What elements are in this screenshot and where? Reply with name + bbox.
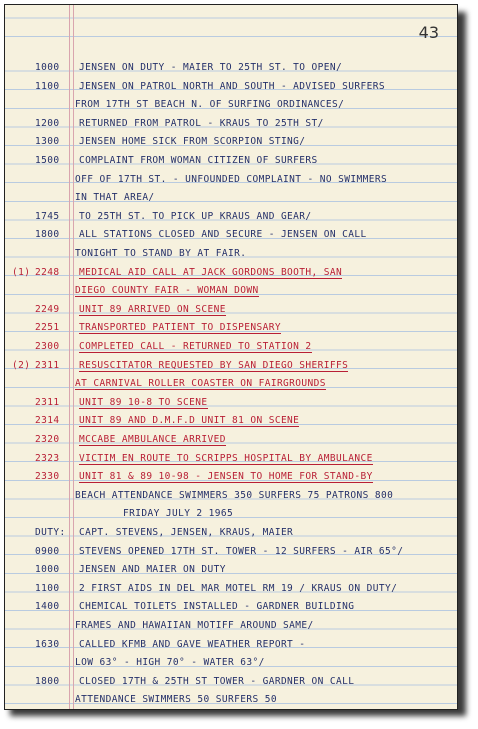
entry-text: JENSEN HOME SICK FROM SCORPION STING/ xyxy=(79,136,306,148)
entry-time: 2249 xyxy=(35,303,60,315)
entry-text: VICTIM EN ROUTE TO SCRIPPS HOSPITAL BY AMBULANCE xyxy=(79,452,373,464)
entry-text: JENSEN AND MAIER ON DUTY xyxy=(79,564,226,576)
entry-text: UNIT 89 ARRIVED ON SCENE xyxy=(79,303,226,315)
entry-text: TRANSPORTED PATIENT TO DISPENSARY xyxy=(79,322,281,334)
log-entry xyxy=(5,377,457,393)
entry-text: MEDICAL AID CALL AT JACK GORDONS BOOTH, SAN xyxy=(79,266,343,278)
entry-time: 1000 xyxy=(35,62,60,73)
log-entry xyxy=(5,489,457,505)
entry-text: FRIDAY JULY 2 1965 xyxy=(123,508,234,520)
entry-text: UNIT 89 10-8 TO SCENE xyxy=(79,396,208,408)
entry-text: LOW 63° - HIGH 70° - WATER 63°/ xyxy=(75,657,265,669)
entry-text: JENSEN ON DUTY - MAIER TO 25TH ST. TO OPEN/ xyxy=(79,62,343,73)
entry-time: 1200 xyxy=(35,117,60,129)
log-entry xyxy=(5,154,457,170)
log-entry xyxy=(5,321,457,337)
entry-time: 2314 xyxy=(35,415,60,427)
log-entry xyxy=(5,135,457,151)
log-entry xyxy=(5,693,457,709)
log-entry xyxy=(5,61,457,77)
page-number: 43 xyxy=(418,23,439,42)
entry-text: JENSEN ON PATROL NORTH AND SOUTH - ADVISED SURFERS xyxy=(79,80,385,92)
log-entry xyxy=(5,284,457,300)
entry-time: 1800 xyxy=(35,675,60,687)
entry-time: 0900 xyxy=(35,545,60,557)
entry-time: 2320 xyxy=(35,434,60,445)
log-entry xyxy=(5,452,457,468)
entry-text: 2 FIRST AIDS IN DEL MAR MOTEL RM 19 / KRAUS ON DUTY/ xyxy=(79,582,398,594)
log-entry xyxy=(5,98,457,114)
log-entry xyxy=(5,526,457,542)
entry-time: 2300 xyxy=(35,341,60,352)
entry-time: 1800 xyxy=(35,229,60,241)
log-entry xyxy=(5,507,457,523)
entry-time: 2323 xyxy=(35,452,60,464)
entry-time: 1400 xyxy=(35,601,60,613)
log-entry xyxy=(5,340,457,356)
entry-time: 1100 xyxy=(35,582,60,594)
entry-text: OFF OF 17TH ST. - UNFOUNDED COMPLAINT - NO SWIMMERS xyxy=(75,173,388,185)
entry-text: ALL STATIONS CLOSED AND SECURE - JENSEN ON CALL xyxy=(79,229,367,241)
logbook-page xyxy=(4,4,458,710)
entry-text: RESUSCITATOR REQUESTED BY SAN DIEGO SHERIFFS xyxy=(79,359,349,371)
log-entry xyxy=(5,638,457,654)
entry-text: CLOSED 17TH & 25TH ST TOWER - GARDNER ON CALL xyxy=(79,675,355,687)
entry-text: FROM 17TH ST BEACH N. OF SURFING ORDINANCES/ xyxy=(75,99,345,111)
entry-text: UNIT 81 & 89 10-98 - JENSEN TO HOME FOR STAND-BY xyxy=(79,471,373,483)
entry-text: COMPLETED CALL - RETURNED TO STATION 2 xyxy=(79,341,312,352)
entry-text: BEACH ATTENDANCE SWIMMERS 350 SURFERS 75 PATRONS 800 xyxy=(75,489,394,501)
entry-text: MCCABE AMBULANCE ARRIVED xyxy=(79,434,226,445)
entry-text: AT CARNIVAL ROLLER COASTER ON FAIRGROUNDS xyxy=(75,378,326,390)
log-entry xyxy=(5,582,457,598)
entry-text: ATTENDANCE SWIMMERS 50 SURFERS 50 xyxy=(75,694,277,706)
entry-text: CHEMICAL TOILETS INSTALLED - GARDNER BUILDING xyxy=(79,601,355,613)
log-entry xyxy=(5,600,457,616)
entry-time: 1100 xyxy=(35,80,60,92)
log-entry xyxy=(5,396,457,412)
log-entry xyxy=(5,173,457,189)
log-entry xyxy=(5,228,457,244)
entry-time: 1745 xyxy=(35,210,60,222)
entry-time: 1300 xyxy=(35,136,60,148)
log-entry xyxy=(5,675,457,691)
log-entry xyxy=(5,266,457,282)
entry-time: 2251 xyxy=(35,322,60,334)
entry-text: UNIT 89 AND D.M.F.D UNIT 81 ON SCENE xyxy=(79,415,300,427)
entry-text: IN THAT AREA/ xyxy=(75,192,155,204)
entry-time: 2311 xyxy=(35,359,60,371)
entry-time: 1000 xyxy=(35,564,60,576)
log-entry xyxy=(5,359,457,375)
log-entry xyxy=(5,470,457,486)
log-entry xyxy=(5,656,457,672)
entry-text: TO 25TH ST. TO PICK UP KRAUS AND GEAR/ xyxy=(79,210,312,222)
log-entry xyxy=(5,247,457,263)
entry-text: RETURNED FROM PATROL - KRAUS TO 25TH ST/ xyxy=(79,117,324,129)
log-entry xyxy=(5,545,457,561)
log-entry xyxy=(5,191,457,207)
entry-time: 1630 xyxy=(35,638,60,650)
entry-time: DUTY: xyxy=(35,527,66,538)
log-entry xyxy=(5,303,457,319)
entry-text: TONIGHT TO STAND BY AT FAIR. xyxy=(75,248,247,259)
log-entry xyxy=(5,414,457,430)
entry-marker: (1) xyxy=(12,266,31,278)
entry-time: 1500 xyxy=(35,155,60,166)
log-entry xyxy=(5,117,457,133)
entry-time: 2248 xyxy=(35,266,60,278)
entry-marker: (2) xyxy=(12,359,31,371)
entry-text: DIEGO COUNTY FAIR - WOMAN DOWN xyxy=(75,285,259,297)
entry-text: STEVENS OPENED 17TH ST. TOWER - 12 SURFERS - AIR 65°/ xyxy=(79,545,404,557)
log-entry xyxy=(5,433,457,449)
entry-text: COMPLAINT FROM WOMAN CITIZEN OF SURFERS xyxy=(79,155,318,166)
log-entry xyxy=(5,210,457,226)
log-entry xyxy=(5,563,457,579)
log-entry xyxy=(5,80,457,96)
entry-text: FRAMES AND HAWAIIAN MOTIFF AROUND SAME/ xyxy=(75,620,314,631)
entry-time: 2330 xyxy=(35,471,60,483)
entry-text: CAPT. STEVENS, JENSEN, KRAUS, MAIER xyxy=(79,527,294,538)
entry-text: CALLED KFMB AND GAVE WEATHER REPORT - xyxy=(79,638,306,650)
entry-time: 2311 xyxy=(35,396,60,408)
log-entry xyxy=(5,619,457,635)
